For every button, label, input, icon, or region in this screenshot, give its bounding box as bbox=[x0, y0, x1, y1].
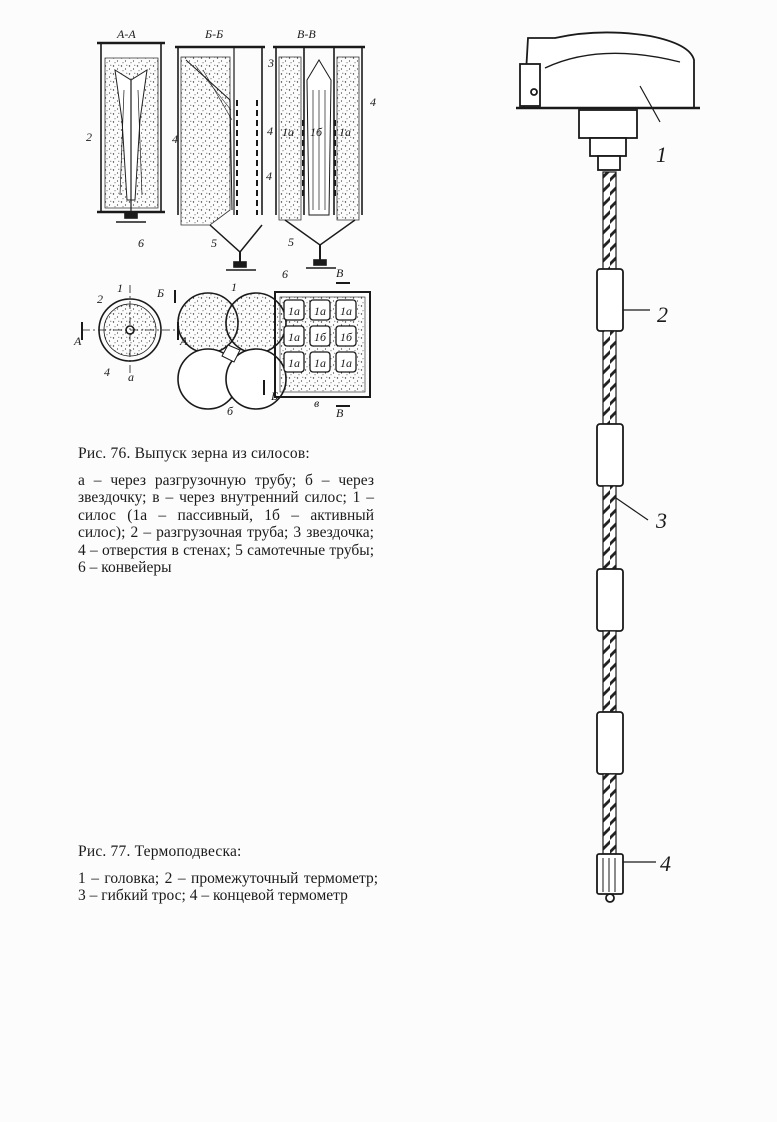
callout-1b: 1б bbox=[314, 330, 327, 344]
callout-6: 6 bbox=[138, 236, 144, 250]
callout-2: 2 bbox=[97, 292, 103, 306]
plan-v bbox=[275, 283, 370, 406]
callout-1a: 1а bbox=[288, 304, 300, 318]
label-sub-a: а bbox=[128, 370, 134, 384]
label-sub-b: б bbox=[227, 404, 234, 418]
callout-1a: 1а bbox=[339, 125, 351, 139]
fig77-labels bbox=[655, 142, 671, 876]
fig77-thermosuspension bbox=[516, 32, 700, 902]
callout-1b: 1б bbox=[310, 125, 323, 139]
callout-2: 2 bbox=[86, 130, 92, 144]
callout-4: 4 bbox=[104, 365, 110, 379]
figure-77-legend: 1 – головка; 2 – промежуточный термометр; 3 – гибкий трос; 4 – концевой термометр bbox=[78, 869, 378, 904]
callout-1a: 1а bbox=[314, 356, 326, 370]
callout-1a: 1а bbox=[340, 356, 352, 370]
label-section-a-a: А-А bbox=[117, 27, 136, 41]
callout-6: 6 bbox=[282, 267, 288, 281]
label-section-v-v: В-В bbox=[297, 27, 316, 41]
callout-4: 4 bbox=[267, 124, 273, 138]
callout-1a: 1а bbox=[282, 125, 294, 139]
callout-1a: 1а bbox=[314, 304, 326, 318]
figure-76-caption bbox=[78, 445, 374, 577]
callout-1: 1 bbox=[231, 280, 237, 294]
label-b: Б bbox=[157, 286, 165, 300]
callout-1a: 1а bbox=[340, 304, 352, 318]
callout-4: 4 bbox=[660, 851, 671, 876]
label-section-b-b: Б-Б bbox=[205, 27, 224, 41]
callout-4: 4 bbox=[370, 95, 376, 109]
callout-4: 4 bbox=[172, 132, 178, 146]
thermo-head bbox=[516, 32, 700, 170]
callout-1: 1 bbox=[117, 281, 123, 295]
callout-1a: 1а bbox=[288, 356, 300, 370]
fig76-sections bbox=[82, 43, 370, 409]
figure-77-title: Рис. 77. Термоподвеска: bbox=[78, 843, 242, 860]
callout-1b: 1б bbox=[340, 330, 353, 344]
label-sub-v: в bbox=[314, 396, 320, 410]
label-v: В bbox=[336, 406, 344, 420]
callout-4: 4 bbox=[266, 169, 272, 183]
callout-1: 1 bbox=[656, 142, 667, 167]
callout-3: 3 bbox=[268, 56, 274, 70]
label-a: А bbox=[180, 334, 188, 348]
callout-5: 5 bbox=[288, 235, 294, 249]
label-b: Б bbox=[271, 389, 279, 403]
callout-5: 5 bbox=[211, 236, 217, 250]
figure-77-caption bbox=[78, 843, 378, 905]
section-v-v bbox=[273, 47, 365, 268]
figure-76-legend: а – через разгрузочную трубу; б – через звездочку; в – через внутренний силос; 1 – силос (1а – пассивный, 1б – активный силос); 2 – разгрузочная труба; 3 звездочка; 4 – отверстия в стенах; 5 самотечные трубы; 6 – конвейеры bbox=[78, 471, 374, 576]
end-thermometer bbox=[597, 854, 623, 902]
figure-76-title: Рис. 76. Выпуск зерна из силосов: bbox=[78, 445, 310, 462]
plan-b bbox=[175, 290, 286, 409]
callout-3: 3 bbox=[656, 508, 667, 533]
callout-1a: 1а bbox=[288, 330, 300, 344]
callout-2: 2 bbox=[657, 302, 668, 327]
label-a: А bbox=[74, 334, 82, 348]
section-b-b bbox=[175, 47, 265, 270]
section-a-a bbox=[97, 43, 165, 222]
label-v: В bbox=[336, 266, 344, 280]
